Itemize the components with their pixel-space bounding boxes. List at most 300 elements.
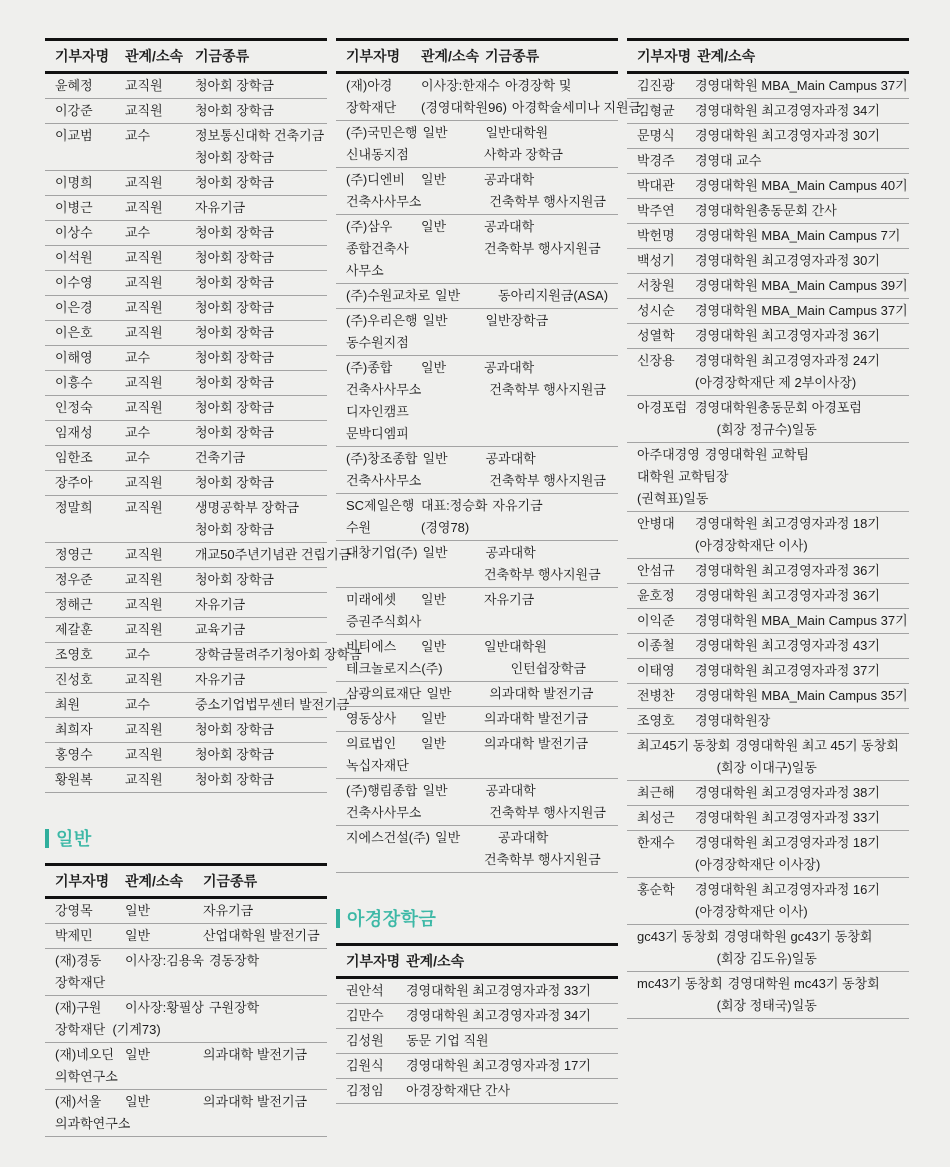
donor-name-cell: 윤호정 <box>637 588 675 603</box>
fund-type-cell <box>484 332 493 354</box>
donor-name-cell: 이해영 <box>55 350 93 365</box>
fund-type-cell: 중소기업법무센터 발전기금 <box>195 697 350 712</box>
table-row <box>627 878 909 925</box>
relation-cell: 교수 <box>125 647 151 662</box>
table-row <box>627 781 909 806</box>
table-row <box>627 74 909 99</box>
donor-name-cell: 권안석 <box>346 983 384 998</box>
donor-name-cell: 김형균 <box>637 103 675 118</box>
fund-type-cell: 구원장학 <box>208 1000 260 1015</box>
fund-type-cell: 공과대학 <box>484 219 535 234</box>
relation-cell: 경영대학원 교학팀 <box>704 447 809 462</box>
table-row <box>627 609 909 634</box>
donor-name-cell: 서창원 <box>637 278 675 293</box>
section-marker-bar <box>45 829 49 848</box>
donor-name-cell <box>346 849 421 871</box>
donor-name-cell: 최근해 <box>637 785 675 800</box>
donor-name-cell: (주)행림종합 <box>346 783 418 798</box>
table-row <box>45 446 327 471</box>
relation-cell: 경영대학원 최고경영자과정 18기 <box>695 835 880 850</box>
relation-cell: 경영대학원 MBA_Main Campus 7기 <box>695 228 901 243</box>
fund-type-cell <box>244 1019 253 1041</box>
table-row <box>627 249 909 274</box>
donor-name-cell: 지에스건설(주) <box>346 830 431 845</box>
table-row <box>336 826 618 873</box>
fund-type-cell: 청아회 장학금 <box>195 103 274 118</box>
fund-type-cell: 청아회 장학금 <box>195 275 274 290</box>
fund-type-cell: 인턴쉽장학금 <box>510 661 586 676</box>
donor-name-cell: 대학원 교학팀장 <box>637 469 729 484</box>
table-row <box>627 396 909 443</box>
fund-type-cell: 아경장학 및 <box>504 78 572 93</box>
donor-name-cell: 녹십자재단 <box>346 758 409 773</box>
fund-type-cell: 자유기금 <box>195 597 246 612</box>
relation-cell: 일반 <box>426 686 452 701</box>
table-header-row <box>336 946 618 979</box>
relation-cell: 교직원 <box>125 250 163 265</box>
table-row <box>336 1029 618 1054</box>
donor-name-cell: 김성원 <box>346 1033 384 1048</box>
relation-cell <box>734 466 743 488</box>
donor-name-cell: 영동상사 <box>346 711 397 726</box>
table-row <box>336 494 618 541</box>
table-row <box>45 593 327 618</box>
relation-cell <box>426 191 489 213</box>
fund-type-cell: 청아회 장학금 <box>195 250 274 265</box>
fund-type-cell: 건축학부 행사지원금 <box>484 567 601 582</box>
donor-name-cell: 김진광 <box>637 78 675 93</box>
table-row <box>336 1054 618 1079</box>
fund-type-cell: 일반장학금 <box>485 313 549 328</box>
relation-cell: 경영대학원 최고경영자과정 34기 <box>695 103 880 118</box>
relation-cell: 교직원 <box>125 325 163 340</box>
donor-name-cell: (주)디엔비 <box>346 172 405 187</box>
fund-type-cell: 경동장학 <box>208 953 260 968</box>
fund-type-cell: 청아회 장학금 <box>195 572 274 587</box>
donor-name-cell: 이교범 <box>55 128 93 143</box>
relation-cell: 교직원 <box>125 78 163 93</box>
donor-name-cell: 종합건축사 <box>346 241 409 256</box>
fund-type-cell: 청아회 장학금 <box>195 150 274 165</box>
relation-cell: (회장 김도유)일동 <box>695 951 817 966</box>
donor-name-cell: 문명식 <box>637 128 675 143</box>
relation-cell <box>426 470 489 492</box>
donor-name-cell: 건축사사무소 <box>346 194 422 209</box>
relation-cell: 일반 <box>421 711 447 726</box>
donor-name-cell: 윤혜정 <box>55 78 93 93</box>
donor-name-cell <box>637 948 695 970</box>
relation-cell: 경영대학원 최고 45기 동창회 <box>735 738 899 753</box>
relation-cell: 경영대학원 최고경영자과정 34기 <box>406 1008 591 1023</box>
table-row <box>336 588 618 635</box>
donor-name-cell: 최원 <box>55 697 81 712</box>
fund-type-cell: 자유기금 <box>195 200 246 215</box>
fund-type-cell: 공과대학 <box>484 172 535 187</box>
donor-name-cell: 이명희 <box>55 175 93 190</box>
donor-name-cell: 이강준 <box>55 103 93 118</box>
table-row <box>627 224 909 249</box>
donor-name-cell: 의학연구소 <box>55 1069 118 1084</box>
fund-type-cell: 청아회 장학금 <box>195 747 274 762</box>
column-header: 관계/소속 <box>697 48 756 64</box>
table-row <box>336 356 618 447</box>
donor-name-cell: 신장용 <box>637 353 675 368</box>
relation-cell: 교직원 <box>125 622 163 637</box>
fund-type-cell: 청아회 장학금 <box>195 522 274 537</box>
donor-name-cell: 건축사사무소 <box>346 382 422 397</box>
table-row <box>45 124 327 171</box>
relation-cell <box>135 1113 213 1135</box>
table-row <box>45 321 327 346</box>
column-3 <box>627 38 909 1019</box>
section-agyeong <box>336 905 618 931</box>
fund-type-cell <box>489 611 498 633</box>
fund-type-cell: 일반대학원 <box>485 125 549 140</box>
relation-cell: 교직원 <box>125 475 163 490</box>
fund-type-cell: 개교50주년기념관 건립기금 <box>195 547 352 562</box>
table-row <box>627 659 909 684</box>
fund-type-cell: 의과대학 발전기금 <box>484 736 589 751</box>
relation-cell: 교직원 <box>125 572 163 587</box>
table-row <box>45 543 352 568</box>
donor-name-cell: 증권주식회사 <box>346 614 422 629</box>
table-row <box>336 779 618 826</box>
donor-name-cell: 신내동지점 <box>346 147 409 162</box>
relation-cell: 경영대학원 최고경영자과정 36기 <box>695 328 880 343</box>
donor-name-cell: (재)서울 <box>55 1094 102 1109</box>
relation-cell: 경영대학원 최고경영자과정 30기 <box>695 128 880 143</box>
donor-name-cell: 디자인캠프 <box>346 404 409 419</box>
donor-name-cell: 박헌명 <box>637 228 675 243</box>
table-row <box>627 972 909 1019</box>
fund-type-cell: 건축학부 행사지원금 <box>489 805 606 820</box>
fund-type-cell <box>484 423 493 445</box>
table-row <box>627 124 909 149</box>
relation-cell: 일반 <box>435 830 461 845</box>
relation-cell: 경영대학원 최고경영자과정 17기 <box>406 1058 591 1073</box>
fund-type-cell: 생명공학부 장학금 <box>195 500 300 515</box>
fund-type-cell: 청아회 장학금 <box>195 350 274 365</box>
donor-name-cell: 김만수 <box>346 1008 384 1023</box>
relation-cell: 일반 <box>421 172 447 187</box>
donor-name-cell: 문박디엠피 <box>346 426 409 441</box>
fund-type-cell: 교육기금 <box>195 622 246 637</box>
table-row <box>336 682 618 707</box>
fund-type-cell: 의과대학 발전기금 <box>203 1047 308 1062</box>
fund-type-cell: 산업대학원 발전기금 <box>203 928 320 943</box>
relation-cell: 일반 <box>125 1094 151 1109</box>
donor-name-cell: (권혁표)일동 <box>637 491 709 506</box>
donor-name-cell: 조영호 <box>55 647 93 662</box>
table-row <box>336 732 618 779</box>
relation-cell: 경영대학원총동문회 간사 <box>695 203 837 218</box>
relation-cell: (아경장학재단 이사장) <box>695 857 821 872</box>
fund-type-cell: 자유기금 <box>492 498 543 513</box>
table-row <box>627 831 909 878</box>
donor-name-cell: 이익준 <box>637 613 675 628</box>
fund-type-cell: 정보통신대학 건축기금 <box>195 128 325 143</box>
table-row <box>45 618 327 643</box>
donor-name-cell: 백성기 <box>637 253 675 268</box>
donor-name-cell: (주)국민은행 <box>346 125 418 140</box>
donor-name-cell: 장주아 <box>55 475 93 490</box>
donor-name-cell: 성시순 <box>637 303 675 318</box>
mba-donor-table <box>627 38 909 1019</box>
organization-donor-table <box>336 38 642 873</box>
relation-cell: 교수 <box>125 128 151 143</box>
relation-cell: 경영대학원 최고경영자과정 30기 <box>695 253 880 268</box>
table-row <box>627 174 909 199</box>
donor-name-cell: 의료법인 <box>346 736 397 751</box>
relation-cell: 경영대학원 MBA_Main Campus 37기 <box>695 303 908 318</box>
relation-cell: 일반 <box>125 928 151 943</box>
table-row <box>45 371 327 396</box>
relation-cell: 이사장:한재수 <box>421 78 500 93</box>
fund-type-cell: 청아회 장학금 <box>195 772 274 787</box>
relation-cell: (회장 이대구)일동 <box>695 760 817 775</box>
relation-cell: 교직원 <box>125 772 163 787</box>
relation-cell: 경영대학원 최고경영자과정 38기 <box>695 785 880 800</box>
donor-name-cell: 안병대 <box>637 516 675 531</box>
table-row <box>45 421 327 446</box>
donor-name-cell: 이태영 <box>637 663 675 678</box>
table-header-row <box>336 41 618 74</box>
fund-type-cell <box>484 517 493 539</box>
table-row <box>627 149 909 174</box>
relation-cell: 교직원 <box>125 400 163 415</box>
fund-type-cell: 청아회 장학금 <box>195 375 274 390</box>
donor-name-cell: 이석원 <box>55 250 93 265</box>
table-row <box>336 168 618 215</box>
relation-cell: 동문 기업 직원 <box>406 1033 489 1048</box>
donor-name-cell <box>55 519 125 541</box>
fund-type-cell: 아경학술세미나 지원금 <box>511 100 642 115</box>
donor-name-cell: 박경주 <box>637 153 675 168</box>
donor-name-cell: 최성근 <box>637 810 675 825</box>
table-row <box>627 584 909 609</box>
fund-type-cell: 공과대학 <box>484 360 535 375</box>
table-row <box>45 246 327 271</box>
relation-cell: 대표:정승화 <box>421 498 488 513</box>
donor-name-cell: (주)종합 <box>346 360 393 375</box>
donor-name-cell: 정영근 <box>55 547 93 562</box>
relation-cell <box>421 849 484 871</box>
donor-name-cell: 박제민 <box>55 928 93 943</box>
donor-name-cell: 임한조 <box>55 450 93 465</box>
relation-cell: 교수 <box>125 425 151 440</box>
relation-cell: 교직원 <box>125 103 163 118</box>
relation-cell: 일반 <box>125 1047 151 1062</box>
relation-cell: 경영대학원 최고경영자과정 24기 <box>695 353 880 368</box>
relation-cell: 교직원 <box>125 300 163 315</box>
relation-cell <box>125 1066 203 1088</box>
donor-name-cell: 황원복 <box>55 772 93 787</box>
donor-name-cell: SC제일은행 <box>346 498 415 513</box>
fund-type-cell: 동아리지원금(ASA) <box>498 288 609 303</box>
donor-name-cell: (재)경동 <box>55 953 102 968</box>
fund-type-cell <box>203 972 212 994</box>
section-general <box>45 825 327 851</box>
donor-name-cell <box>637 995 695 1017</box>
table-row <box>336 284 618 309</box>
fund-type-cell: 청아회 장학금 <box>195 325 274 340</box>
fund-type-cell: 장학금물려주기청아회 장학금 <box>195 647 362 662</box>
donor-name-cell: 최희자 <box>55 722 93 737</box>
donor-name-cell: 아주대경영 <box>637 447 700 462</box>
table-row <box>627 634 909 659</box>
relation-cell <box>125 147 195 169</box>
donor-name-cell: 홍영수 <box>55 747 93 762</box>
relation-cell: (아경장학재단 제 2부이사장) <box>695 375 857 390</box>
fund-type-cell: 자유기금 <box>195 672 246 687</box>
table-row <box>45 768 327 793</box>
fund-type-cell: 의과대학 발전기금 <box>203 1094 308 1109</box>
relation-cell: 경영대학원 MBA_Main Campus 40기 <box>695 178 908 193</box>
table-row <box>336 635 618 682</box>
table-header-row <box>45 41 327 74</box>
donor-name-cell: 동수원지점 <box>346 335 409 350</box>
relation-cell <box>426 379 489 401</box>
relation-cell <box>421 755 484 777</box>
donor-name-cell: 장학재단 <box>55 975 106 990</box>
relation-cell <box>713 488 722 510</box>
relation-cell: (회장 정규수)일동 <box>695 422 817 437</box>
table-row <box>336 121 618 168</box>
table-row <box>45 1043 327 1090</box>
relation-cell: 경영대학원총동문회 아경포럼 <box>695 400 862 415</box>
fund-type-cell: 공과대학 <box>485 451 536 466</box>
relation-cell: 이사장:황필상 <box>125 1000 204 1015</box>
relation-cell: (아경장학재단 이사) <box>695 904 808 919</box>
donor-name-cell: 테크놀로지스(주) <box>346 661 443 676</box>
column-header: 관계/소속 <box>125 873 183 889</box>
table-row <box>45 471 327 496</box>
relation-cell: 경영대학원 최고경영자과정 33기 <box>695 810 880 825</box>
donor-name-cell: 성열학 <box>637 328 675 343</box>
relation-cell: 일반 <box>422 125 448 140</box>
donor-name-cell: 안섬규 <box>637 563 675 578</box>
fund-type-cell: 공과대학 <box>485 545 536 560</box>
donor-name-cell: 이수영 <box>55 275 93 290</box>
relation-cell: 교직원 <box>125 175 163 190</box>
table-row <box>45 693 350 718</box>
relation-cell: 교직원 <box>125 200 163 215</box>
fund-type-cell <box>213 1113 222 1135</box>
donor-name-cell: (주)우리은행 <box>346 313 418 328</box>
table-row <box>45 74 327 99</box>
table-row <box>45 99 327 124</box>
donor-name-cell: 진성호 <box>55 672 93 687</box>
donor-name-cell: 정말희 <box>55 500 93 515</box>
relation-cell: 교수 <box>125 225 151 240</box>
relation-cell <box>421 238 484 260</box>
relation-cell <box>448 658 511 680</box>
relation-cell: 경영대학원 MBA_Main Campus 39기 <box>695 278 908 293</box>
fund-type-cell: 자유기금 <box>203 903 254 918</box>
table-row <box>45 396 327 421</box>
fund-type-cell: 청아회 장학금 <box>195 425 274 440</box>
relation-cell: 일반 <box>422 451 448 466</box>
column-header: 기금종류 <box>195 48 250 64</box>
table-row <box>45 221 327 246</box>
table-row <box>45 899 327 924</box>
donor-name-cell: 김정임 <box>346 1083 384 1098</box>
column-header: 관계/소속 <box>125 48 183 64</box>
relation-cell: 경영대학원 최고경영자과정 37기 <box>695 663 880 678</box>
relation-cell: 일반 <box>422 783 448 798</box>
table-row <box>45 924 327 949</box>
table-row <box>336 979 618 1004</box>
relation-cell: 아경장학재단 간사 <box>406 1083 511 1098</box>
donor-name-cell: 박주연 <box>637 203 675 218</box>
donor-name-cell: 이은경 <box>55 300 93 315</box>
table-row <box>45 568 327 593</box>
relation-cell <box>125 972 203 994</box>
relation-cell: 경영대학원 최고경영자과정 36기 <box>695 588 880 603</box>
relation-cell: 교직원 <box>125 275 163 290</box>
column-header: 기부자명 <box>637 48 692 64</box>
donor-name-cell <box>637 535 695 557</box>
relation-cell <box>426 802 489 824</box>
table-row <box>45 496 327 543</box>
fund-type-cell: 청아회 장학금 <box>195 400 274 415</box>
table-row <box>336 541 618 588</box>
donor-name-cell <box>55 147 125 169</box>
relation-cell <box>421 423 484 445</box>
relation-cell: 일반 <box>421 736 447 751</box>
relation-cell: 경영대학원 최고경영자과정 18기 <box>695 516 880 531</box>
relation-cell: 경영대학원 최고경영자과정 43기 <box>695 638 880 653</box>
relation-cell: (아경장학재단 이사) <box>695 538 808 553</box>
table-row <box>45 668 327 693</box>
column-header: 기부자명 <box>55 873 110 889</box>
relation-cell <box>421 332 484 354</box>
table-row <box>627 349 909 396</box>
table-row <box>627 199 909 224</box>
donor-name-cell <box>637 419 695 441</box>
relation-cell: 경영대학원 MBA_Main Campus 35기 <box>695 688 908 703</box>
relation-cell <box>166 1019 244 1041</box>
relation-cell: 교직원 <box>125 375 163 390</box>
table-row <box>627 443 909 512</box>
relation-cell: 교직원 <box>125 597 163 612</box>
fund-type-cell: 건축학부 행사지원금 <box>489 194 606 209</box>
fund-type-cell: 의과대학 발전기금 <box>484 711 589 726</box>
table-row <box>627 512 909 559</box>
table-row <box>45 196 327 221</box>
donor-name-cell: 김원식 <box>346 1058 384 1073</box>
relation-cell <box>421 564 484 586</box>
fund-type-cell: 청아회 장학금 <box>195 300 274 315</box>
donor-name-cell: 이종철 <box>637 638 675 653</box>
fund-type-cell: 일반대학원 <box>484 639 547 654</box>
table-row <box>336 309 618 356</box>
donor-name-cell <box>637 372 695 394</box>
section-title-general: 일반 <box>56 829 92 849</box>
relation-cell: 교직원 <box>125 722 163 737</box>
relation-cell: 교직원 <box>125 547 163 562</box>
donor-name-cell: 전병찬 <box>637 688 675 703</box>
donor-name-cell: 장학재단 <box>346 100 397 115</box>
table-row <box>627 274 909 299</box>
table-row <box>627 99 909 124</box>
table-row <box>45 1090 327 1137</box>
column-header: 기금종류 <box>203 873 258 889</box>
table-row <box>627 324 909 349</box>
donor-name-cell: 인정숙 <box>55 400 93 415</box>
table-header-row <box>45 866 327 899</box>
donor-name-cell: (재)네오딘 <box>55 1047 114 1062</box>
